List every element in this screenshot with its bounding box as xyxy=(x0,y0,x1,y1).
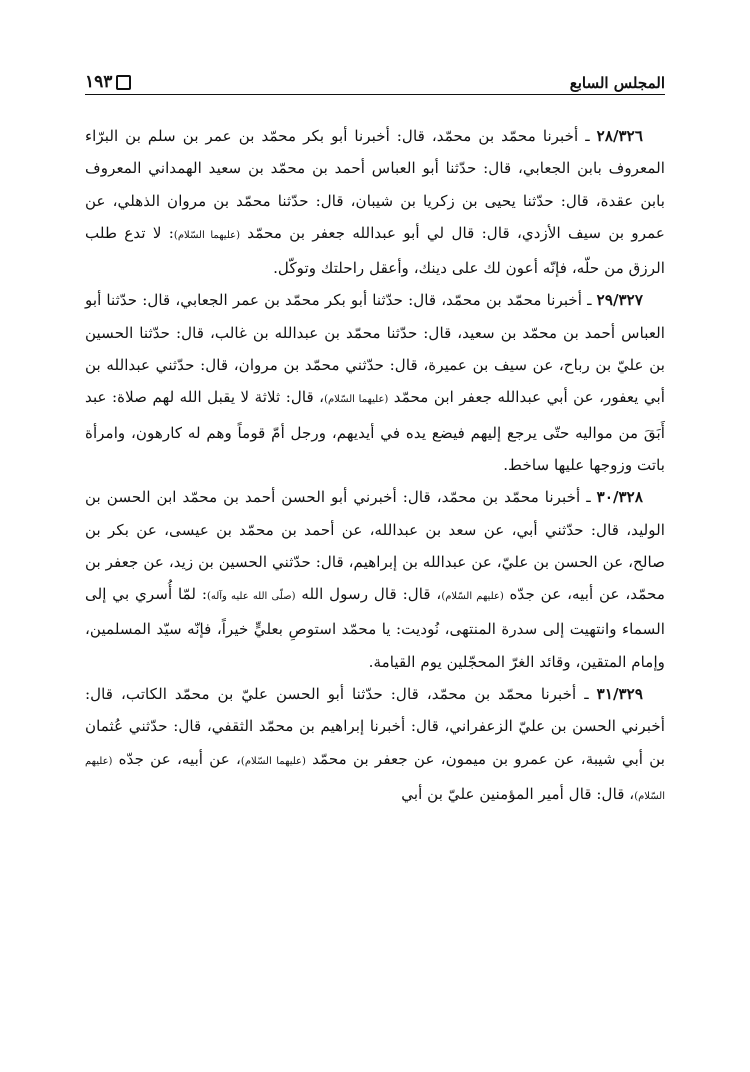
hadith-text: ، عن أبيه، عن جدّه xyxy=(112,749,241,768)
hadith-paragraph-3 xyxy=(85,481,665,678)
honorific: (عليهما السّلام) xyxy=(324,394,389,406)
header-divider xyxy=(85,94,665,95)
hadith-text: ، قال: قال أمير المؤمنين عليّ بن أبي xyxy=(401,784,635,803)
page-number-block xyxy=(85,72,131,92)
hadith-text: ـ أخبرنا محمّد بن محمّد، قال: أخبرني أبو الحسن أحمد بن محمّد ابن الحسن بن الوليد، قال: حدّثني أبي، عن سعد بن عبدالله، عن أحمد بن محمّد بن عيسى، عن بكر بن صالح، عن الحسن بن عليّ، عن عبدالله بن إبراهيم، قال: حدّثني الحسين بن زيد، عن جعفر بن محمّد، عن أبيه، عن جدّه xyxy=(85,488,665,604)
hadith-text: ـ أخبرنا محمّد بن محمّد، قال: حدّثنا أبو بكر محمّد بن عمر الجعابي، قال: حدّثنا أبو العباس أحمد بن محمّد بن سعيد، قال: حدّثنا محمّد بن عبدالله بن غالب، قال: حدّثنا الحسين بن عليّ بن رباح، عن سيف بن عميرة، قال: حدّثني محمّد بن مروان، قال: حدّثني عبدالله بن أبي يعفور، عن أبي عبدالله جعفر ابن محمّد xyxy=(85,291,665,407)
hadith-paragraph-2 xyxy=(85,284,665,481)
running-header xyxy=(85,58,665,92)
hadith-number: ٣٠/٣٢٨ xyxy=(596,488,643,507)
square-marker-icon xyxy=(116,75,131,90)
honorific: (عليهما السّلام) xyxy=(240,755,306,767)
honorific: (صلّى الله عليه وآله) xyxy=(206,591,296,603)
main-text xyxy=(85,120,665,813)
hadith-number: ٣١/٣٢٩ xyxy=(596,685,643,704)
hadith-paragraph-4 xyxy=(85,678,665,813)
chapter-title: المجلس السابع xyxy=(569,74,665,92)
hadith-text: ـ أخبرنا محمّد بن محمّد، قال: أخبرنا أبو بكر محمّد بن عمر بن سلم بن البرّاء المعروف بابن الجعابي، قال: حدّثنا أبو العباس أحمد بن محمّد بن سعيد الهمداني المعروف بابن عقدة، قال: حدّثنا يحيى بن زكريا بن شيبان، قال: حدّثنا محمّد بن مروان الذهلي، عن عمرو بن سيف الأزدي، قال: قال لي أبو عبدالله جعفر بن محمّد xyxy=(85,127,665,242)
hadith-text: ، قال: ثلاثة لا يقبل الله لهم صلاة: عبد أَبَقَ من مواليه حتّى يرجع إليهم فيضع يده في أيديهم، ورجل أمّ قوماً وهم له كارهون، وامرأة باتت وزوجها عليها ساخط. xyxy=(85,388,665,474)
hadith-text: : لا تدع طلب الرزق من حلّه، فإنّه أعون لك على دينك، وأعقل راحلتك وتوكّل. xyxy=(85,223,665,278)
hadith-text: ـ أخبرنا محمّد بن محمّد، قال: حدّثنا أبو الحسن عليّ بن محمّد الكاتب، قال: أخبرني الحسن بن عليّ الزعفراني، قال: أخبرنا إبراهيم بن محمّد الثقفي، قال: حدّثني عُثمان بن أبي شيبة، عن عمرو بن ميمون، عن جعفر بن محمّد xyxy=(85,685,665,768)
honorific: (عليهم السّلام) xyxy=(441,591,504,603)
honorific: (عليهم السّلام) xyxy=(85,755,665,802)
honorific: (عليهما السّلام) xyxy=(173,229,240,241)
hadith-number: ٢٩/٣٢٧ xyxy=(596,291,643,310)
hadith-text: : لمّا أُسري بي إلى السماء وانتهيت إلى سدرة المنتهى، نُوديت: يا محمّد استوصِ بعليٍّ خيراً، فإنّه سيّد المسلمين، وإمام المتقين، وقائد الغرّ المحجّلين يوم القيامة. xyxy=(85,585,665,671)
hadith-number: ٢٨/٣٢٦ xyxy=(596,127,643,145)
hadith-text: ، قال: قال رسول الله xyxy=(295,585,442,604)
hadith-paragraph-1 xyxy=(85,120,665,284)
page-number: ١٩٣ xyxy=(85,72,113,92)
